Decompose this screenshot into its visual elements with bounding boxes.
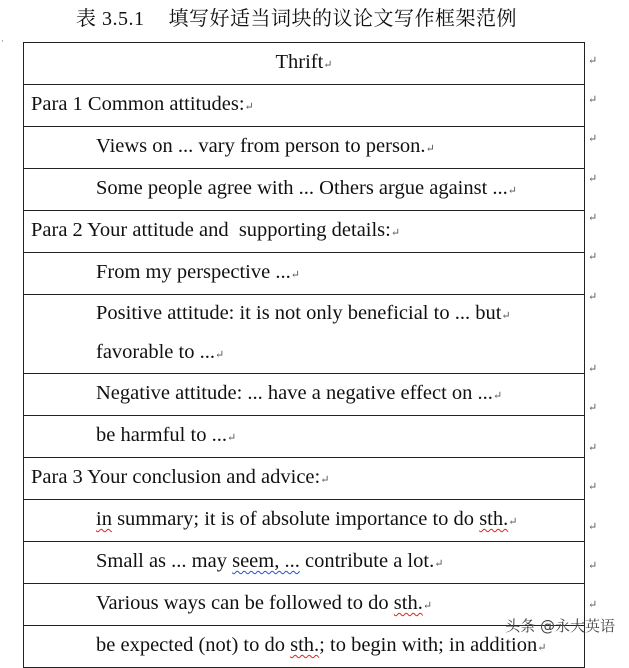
return-mark-icon: ↵ (320, 474, 330, 486)
table-row (24, 85, 585, 127)
para2-line4: be harmful to ... (96, 424, 227, 446)
return-mark-icon: ↵ (434, 558, 444, 570)
table-row (24, 584, 585, 626)
list-item (24, 169, 585, 211)
table-row (24, 374, 585, 416)
list-item (24, 416, 585, 458)
table-caption (76, 2, 517, 31)
para3-line2-start: Small as ... may (96, 550, 233, 572)
para3-heading-cell (24, 458, 585, 500)
para3-heading: Para 3 Your conclusion and advice: (31, 466, 321, 488)
end-of-row-mark-icon: ↵ (588, 560, 598, 572)
table-row (24, 127, 585, 169)
return-mark-icon: ↵ (244, 101, 254, 113)
end-of-row-mark-icon: ↵ (588, 55, 598, 67)
para2-heading: Para 2 Your attitude and supporting details: (31, 219, 391, 241)
para2-line2-part2: favorable to ... (96, 341, 215, 363)
table-row (24, 253, 585, 295)
para1-line2: Some people agree with ... Others argue against ... (96, 177, 508, 199)
para3-line1-in: in (96, 508, 112, 530)
return-mark-icon: ↵ (323, 59, 333, 71)
para2-line3: Negative attitude: ... have a negative effect on ... (96, 382, 493, 404)
return-mark-icon: ↵ (226, 432, 237, 444)
para3-line3-start: Various ways can be followed to do (96, 592, 394, 614)
para2-line1: From my perspective ... (96, 261, 291, 283)
end-of-row-mark-icon: ↵ (588, 442, 598, 454)
table-row (24, 500, 585, 542)
return-mark-icon: ↵ (390, 227, 401, 239)
list-item (24, 374, 585, 416)
para3-line4-end: ; to begin with; in addition (319, 634, 538, 656)
return-mark-icon: ↵ (214, 349, 225, 361)
para3-line2-end: contribute a lot. (299, 550, 435, 572)
para3-line1-mid: summary; it is of absolute importance to do (111, 508, 480, 530)
return-mark-icon: ↵ (422, 600, 433, 612)
end-of-row-mark-icon: ↵ (588, 291, 598, 303)
table-row (24, 43, 585, 85)
para2-line2-part2-row (96, 334, 584, 373)
para3-line2-seem: seem, ... (232, 550, 300, 572)
end-of-row-mark-icon: ↵ (588, 173, 598, 185)
return-mark-icon: ↵ (508, 516, 518, 528)
caption-label: 表 3.5.1 (76, 8, 145, 30)
table-row (24, 626, 585, 668)
table-row (24, 295, 585, 374)
source-watermark: 头条 @永大英语 (505, 617, 615, 635)
list-item (24, 127, 585, 169)
end-of-row-mark-icon: ↵ (588, 251, 598, 263)
para1-heading: Para 1 Common attitudes: (31, 93, 245, 115)
para2-heading-cell (24, 211, 585, 253)
table-title: Thrift (275, 51, 324, 73)
table-row (24, 169, 585, 211)
return-mark-icon: ↵ (537, 642, 547, 654)
return-mark-icon: ↵ (290, 269, 300, 281)
list-item (24, 626, 585, 668)
return-mark-icon: ↵ (425, 143, 435, 155)
end-of-row-mark-icon: ↵ (588, 402, 598, 414)
return-mark-icon: ↵ (507, 185, 518, 197)
table-row (24, 416, 585, 458)
table-row (24, 211, 585, 253)
para3-line4-start: be expected (not) to do (96, 634, 291, 656)
para3-line4-sth: sth. (290, 634, 320, 656)
caption-title: 填写好适当词块的议论文写作框架范例 (168, 8, 517, 30)
list-item (24, 295, 585, 374)
end-of-row-mark-icon: ↵ (588, 599, 598, 611)
end-of-row-mark-icon: ↵ (588, 363, 598, 375)
para1-line1: Views on ... vary from person to person. (96, 135, 426, 157)
para2-line2-part1-row (96, 295, 584, 334)
table-row (24, 542, 585, 584)
list-item (24, 253, 585, 295)
table-row (24, 458, 585, 500)
writing-framework-table (23, 42, 585, 668)
list-item (24, 500, 585, 542)
para1-heading-cell (24, 85, 585, 127)
end-of-row-mark-icon: ↵ (588, 481, 598, 493)
return-mark-icon: ↵ (501, 310, 511, 322)
end-of-row-mark-icon: ↵ (588, 521, 598, 533)
para3-line1-sth: sth. (479, 508, 509, 530)
list-item (24, 584, 585, 626)
table-title-cell (24, 43, 585, 85)
list-item (24, 542, 585, 584)
para2-line2-part1: Positive attitude: it is not only beneficial to ... but (96, 302, 502, 324)
return-mark-icon: ↵ (492, 390, 503, 402)
end-of-row-mark-icon: ↵ (588, 133, 598, 145)
end-of-row-mark-icon: ↵ (588, 212, 598, 224)
para3-line3-sth: sth. (393, 592, 423, 614)
end-of-row-mark-icon: ↵ (588, 94, 598, 106)
margin-dot: · (1, 36, 4, 46)
